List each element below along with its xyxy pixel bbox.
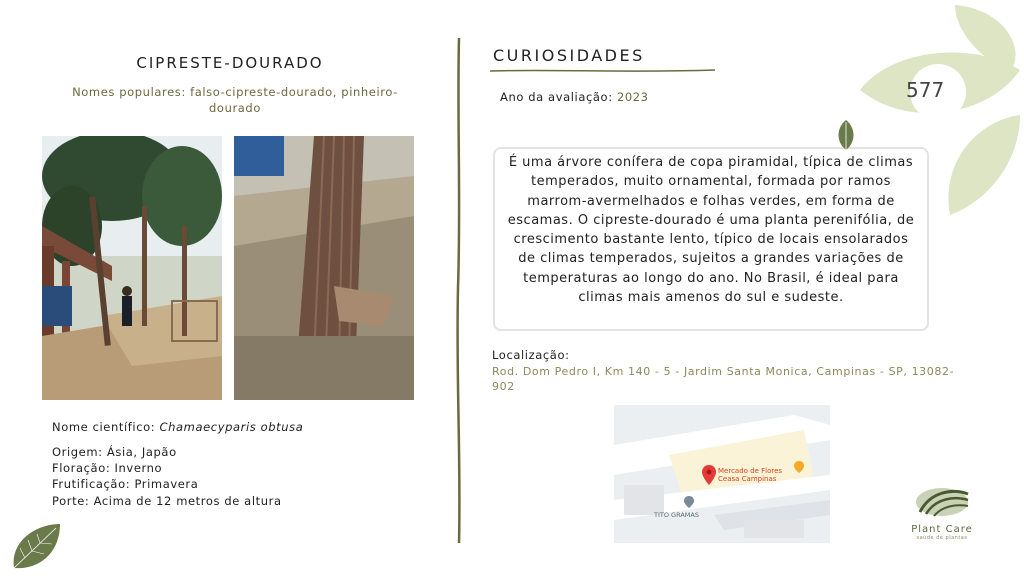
tree-trunk-photo (234, 136, 414, 400)
place-pin-icon[interactable] (684, 496, 694, 508)
scientific-name: Chamaecyparis obtusa (159, 420, 304, 434)
plant-care-logo (902, 486, 982, 546)
flowering: Floração: Inverno (52, 461, 163, 475)
map-pin-label: Mercado de Flores Ceasa Campinas (718, 467, 783, 483)
leaf-icon (10, 522, 62, 572)
logo-name: Plant Care (911, 524, 973, 535)
scientific-name-line (52, 420, 303, 434)
title-underline (490, 68, 715, 74)
plant-title: CIPRESTE-DOURADO (136, 54, 324, 72)
location-address[interactable]: Rod. Dom Pedro I, Km 140 - 5 - Jardim Santa Monica, Campinas - SP, 13082-902 (492, 365, 955, 393)
origin: Origem: Ásia, Japão (52, 445, 177, 459)
year-label: Ano da avaliação: (500, 90, 613, 104)
tree-photo-wide (42, 136, 222, 400)
location-map[interactable] (614, 405, 830, 543)
description-box: É uma árvore conífera de copa piramidal, típica de climas temperados, muito ornamental, formada por ramos marrom-avermelhados e folhas verdes, em forma de escamas. O cipreste-dourado é uma planta perenifólia, de crescimento bastante lento, típico de locais ensolarados de climas temperados, sujeitos a grandes variações de temperaturas ao longo do ano. No Brasil, é ideal para climas mais amenos do sul e sudeste. (493, 147, 929, 331)
popular-names: Nomes populares: falso-cipreste-dourado, pinheiro-dourado (72, 85, 398, 115)
year-value: 2023 (616, 90, 649, 104)
map-pin-icon[interactable] (702, 465, 716, 485)
scientific-label: Nome científico: (52, 420, 156, 434)
size: Porte: Acima de 12 metros de altura (52, 494, 282, 508)
fruiting: Frutificação: Primavera (52, 477, 199, 491)
badge-number: 577 (906, 78, 945, 102)
food-pin-icon[interactable] (794, 461, 804, 473)
vertical-divider (455, 38, 463, 543)
evaluation-year (500, 90, 649, 104)
plant-care-logo-icon (912, 486, 972, 520)
logo-subtitle: saúde de plantas (916, 535, 968, 541)
curiosities-title: CURIOSIDADES (493, 46, 645, 65)
map-place-label: TITO GRAMAS (654, 511, 699, 519)
leaf-icon (836, 120, 856, 154)
leaf-icon (860, 0, 1024, 230)
location-label: Localização: (492, 348, 570, 362)
